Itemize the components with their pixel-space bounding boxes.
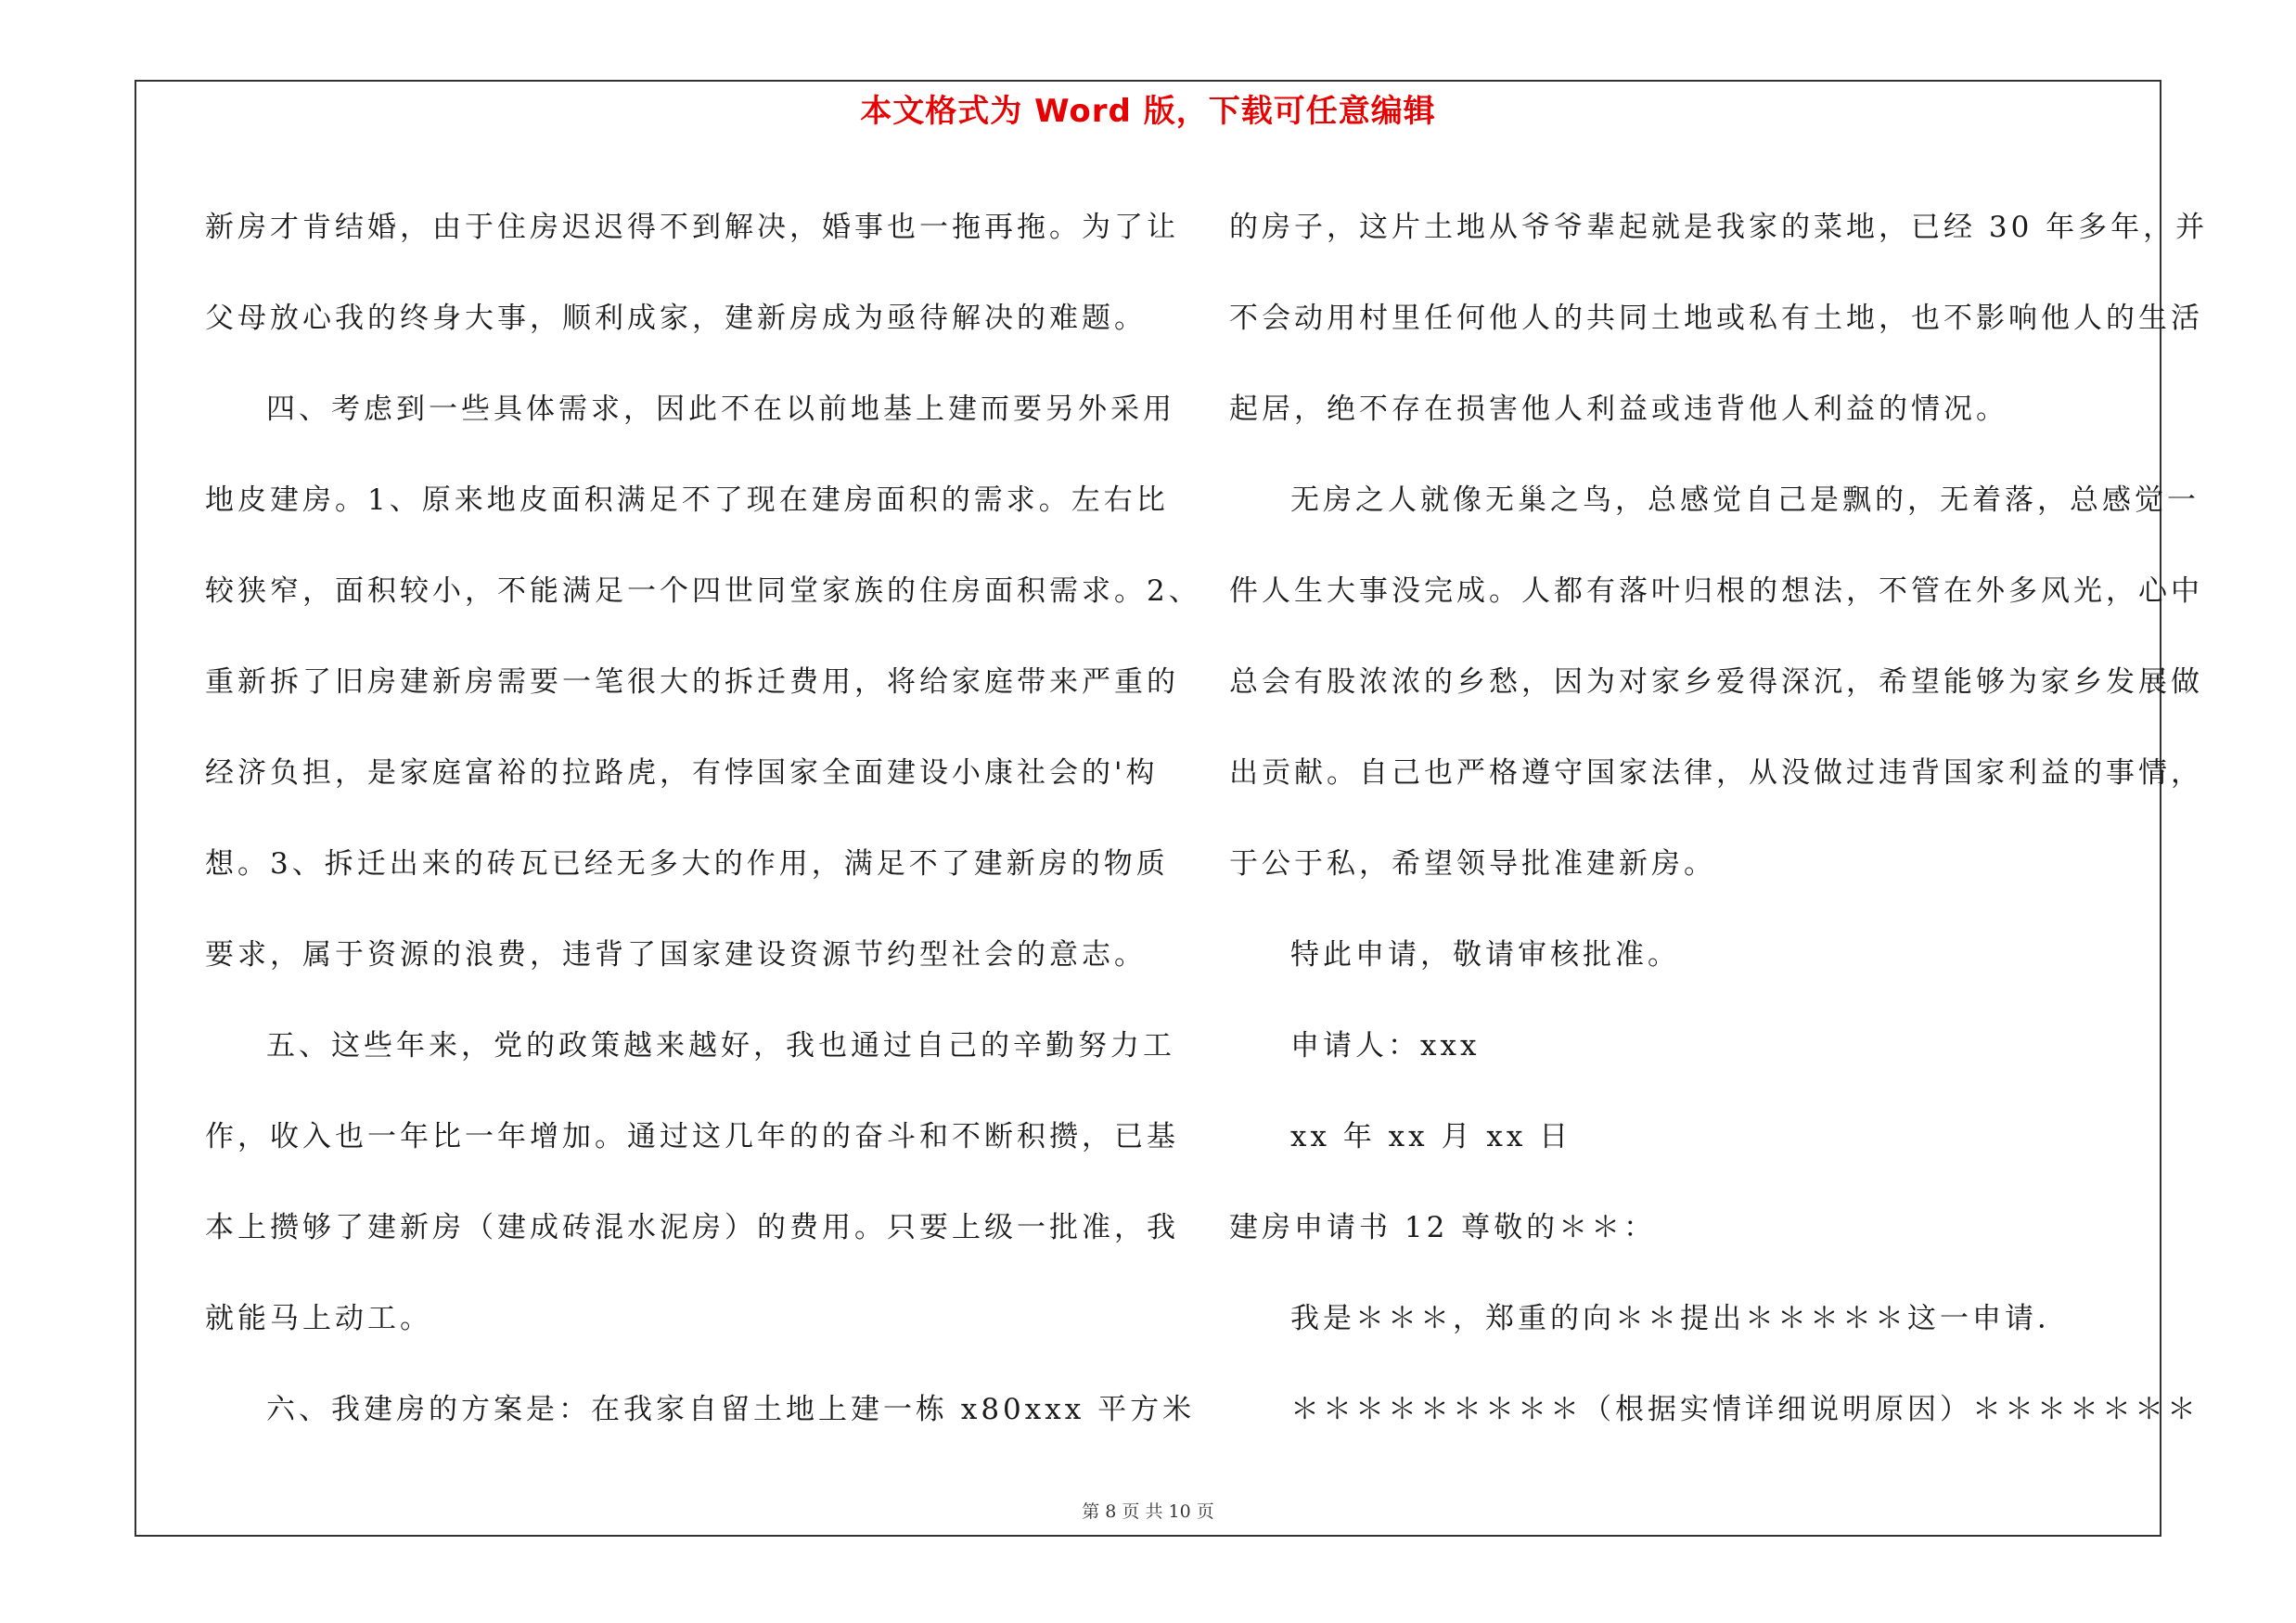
paragraph-line: 地皮建房。1、原来地皮面积满足不了现在建房面积的需求。左右比 [205, 483, 1169, 517]
paragraph-line: 特此申请，敬请审核批准。 [1290, 938, 1680, 972]
paragraph-line: 起居，绝不存在损害他人利益或违背他人利益的情况。 [1229, 393, 2008, 426]
paragraph-line: 经济负担，是家庭富裕的拉路虎，有悖国家全面建设小康社会的'构 [205, 756, 1159, 790]
paragraph-line: 件人生大事没完成。人都有落叶归根的想法，不管在外多风光，心中 [1229, 574, 2203, 608]
paragraph-line: ＊＊＊＊＊＊＊＊＊（根据实情详细说明原因）＊＊＊＊＊＊＊ [1290, 1393, 2200, 1426]
paragraph-line: 父母放心我的终身大事，顺利成家，建新房成为亟待解决的难题。 [205, 302, 1147, 335]
paragraph-line: 总会有股浓浓的乡愁，因为对家乡爱得深沉，希望能够为家乡发展做 [1229, 665, 2203, 699]
page-indicator: 第 8 页 共 10 页 [1082, 1501, 1214, 1522]
left-column [205, 182, 1201, 1455]
paragraph-line: xx 年 xx 月 xx 日 [1290, 1120, 1572, 1153]
paragraph-line: 出贡献。自己也严格遵守国家法律，从没做过违背国家利益的事情， [1229, 756, 2203, 790]
paragraph-line: 四、考虑到一些具体需求，因此不在以前地基上建而要另外采用 [266, 393, 1175, 426]
paragraph-line: 本上攒够了建新房（建成砖混水泥房）的费用。只要上级一批准，我 [205, 1211, 1179, 1244]
header-banner: 本文格式为 Word 版，下载可任意编辑 [860, 93, 1436, 130]
paragraph-line: 要求，属于资源的浪费，违背了国家建设资源节约型社会的意志。 [205, 938, 1147, 972]
paragraph-line: 就能马上动工。 [205, 1302, 432, 1335]
paragraph-line: 六、我建房的方案是：在我家自留土地上建一栋 x80xxx 平方米 [266, 1393, 1196, 1426]
paragraph-line: 重新拆了旧房建新房需要一笔很大的拆迁费用，将给家庭带来严重的 [205, 665, 1179, 699]
right-column [1229, 182, 2209, 1455]
paragraph-line: 申请人：xxx [1290, 1029, 1481, 1063]
paragraph-line: 作，收入也一年比一年增加。通过这几年的的奋斗和不断积攒，已基 [205, 1120, 1179, 1153]
paragraph-line: 我是＊＊＊，郑重的向＊＊提出＊＊＊＊＊这一申请． [1290, 1302, 2070, 1335]
paragraph-line: 想。3、拆迁出来的砖瓦已经无多大的作用，满足不了建新房的物质 [205, 847, 1169, 881]
paragraph-line: 无房之人就像无巢之鸟，总感觉自己是飘的，无着落，总感觉一 [1290, 483, 2200, 517]
paragraph-line: 不会动用村里任何他人的共同土地或私有土地，也不影响他人的生活 [1229, 302, 2203, 335]
paragraph-line: 新房才肯结婚，由于住房迟迟得不到解决，婚事也一拖再拖。为了让 [205, 211, 1179, 244]
paragraph-line: 五、这些年来，党的政策越来越好，我也通过自己的辛勤努力工 [266, 1029, 1175, 1063]
paragraph-line: 的房子，这片土地从爷爷辈起就是我家的菜地，已经 30 年多年，并 [1229, 211, 2209, 244]
paragraph-line: 于公于私，希望领导批准建新房。 [1229, 847, 1716, 881]
paragraph-line: 建房申请书 12 尊敬的＊＊： [1229, 1211, 1657, 1244]
paragraph-line: 较狭窄，面积较小，不能满足一个四世同堂家族的住房面积需求。2、 [205, 574, 1201, 608]
